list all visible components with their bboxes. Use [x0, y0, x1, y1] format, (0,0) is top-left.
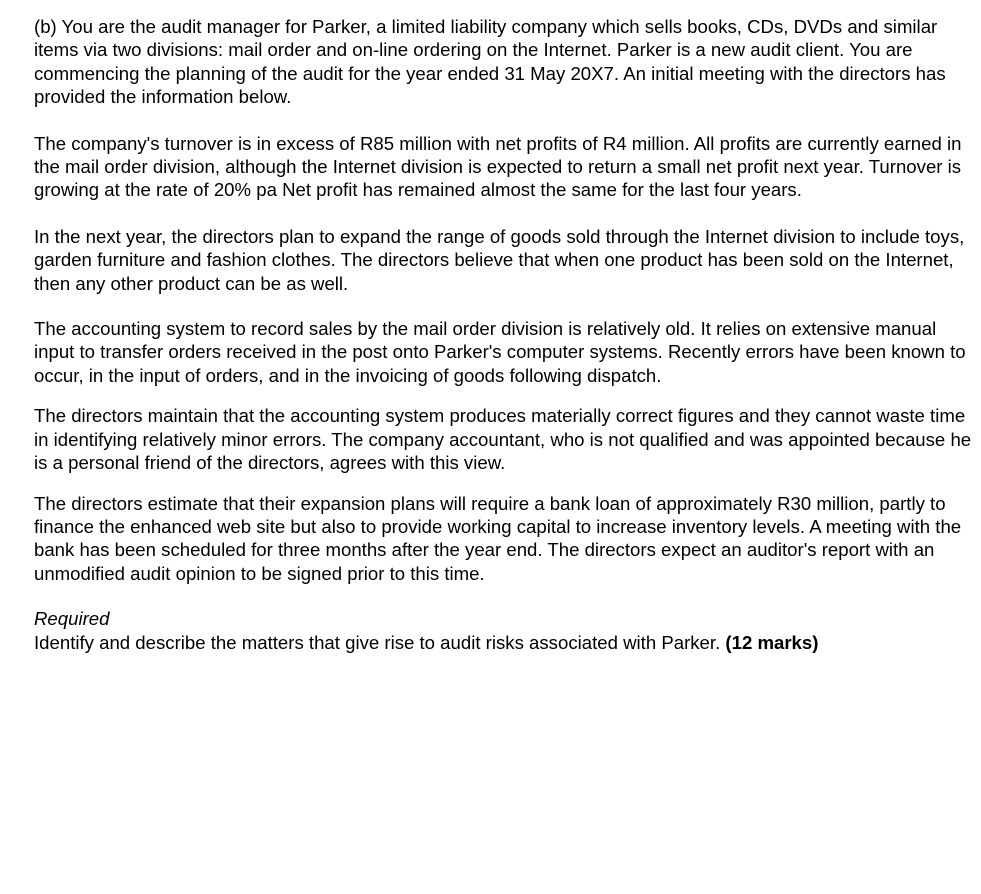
- paragraph-directors-view: The directors maintain that the accounting system produces materially correct figures and they cannot waste time in identifying relatively minor errors. The company accountant, who is not qualified and was appointed because he is a personal friend of the directors, agrees with this view.: [34, 405, 972, 474]
- paragraph-bank-loan: The directors estimate that their expansion plans will require a bank loan of approximately R30 million, partly to finance the enhanced web site but also to provide working capital to increase inventory levels. A meeting with the bank has been scheduled for three months after the year end. The directors expect an auditor's report with an unmodified audit opinion to be signed prior to this time.: [34, 492, 962, 584]
- marks-label: (12 marks): [725, 631, 819, 653]
- required-label: [34, 607, 974, 630]
- document-body: [34, 15, 974, 654]
- required-heading: Required: [34, 608, 110, 630]
- paragraph-turnover: The company's turnover is in excess of R85 million with net profits of R4 million. All profits are currently earned in the mail order division, although the Internet division is expected to return a small net profit next year. Turnover is growing at the rate of 20% pa Net profit has remained almost the same for the last four years.: [34, 132, 962, 201]
- question-text: Identify and describe the matters that give rise to audit risks associated with Parker.: [34, 631, 726, 653]
- paragraph-accounting-system: The accounting system to record sales by the mail order division is relatively old. It relies on extensive manual input to transfer orders received in the post onto Parker's computer systems. Recently errors have been known to occur, in the input of orders, and in the invoicing of goods following dispatch.: [34, 318, 966, 386]
- required-question: [34, 631, 974, 654]
- paragraph-intro: (b) You are the audit manager for Parker, a limited liability company which sells books, CDs, DVDs and similar items via two divisions: mail order and on-line ordering on the Internet. Parker is a new audit client. You are commencing the planning of the audit for the year ended 31 May 20X7. An initial meeting with the directors has provided the information below.: [34, 16, 946, 108]
- paragraph-expansion: In the next year, the directors plan to expand the range of goods sold through the Internet division to include toys, garden furniture and fashion clothes. The directors believe that when one product has been sold on the Internet, then any other product can be as well.: [34, 225, 965, 294]
